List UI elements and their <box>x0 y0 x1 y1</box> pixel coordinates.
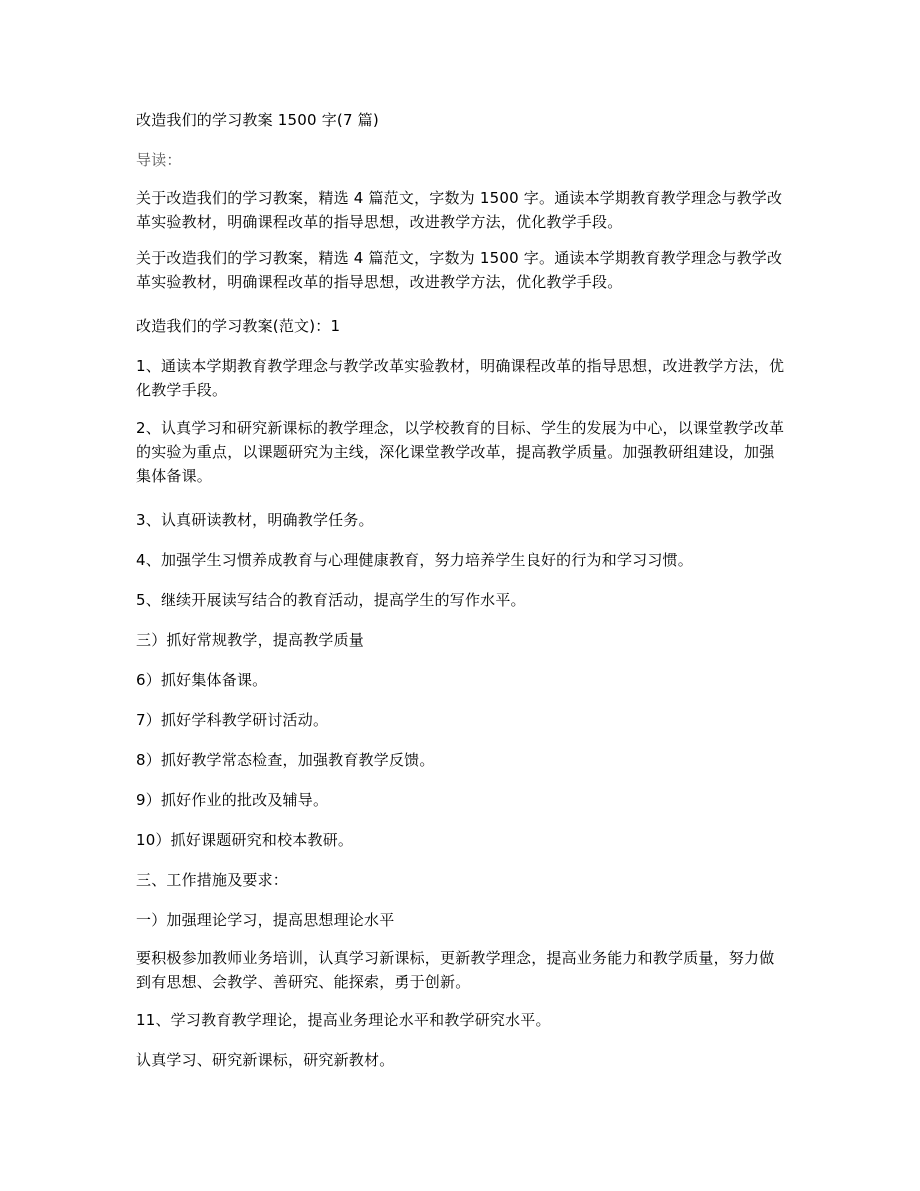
intro-paragraph-repeat: 关于改造我们的学习教案，精选 4 篇范文，字数为 1500 字。通读本学期教育教学理念与教学改革实验教材，明确课程改革的指导思想，改进教学方法，优化教学手段。 <box>136 249 783 291</box>
list-item: 8）抓好教学常态检查，加强教育教学反馈。 <box>136 751 435 769</box>
section-heading: 改造我们的学习教案(范文)：1 <box>136 317 341 335</box>
subsection-heading: 一）加强理论学习，提高思想理论水平 <box>136 911 395 929</box>
list-item: 1、通读本学期教育教学理念与教学改革实验教材，明确课程改革的指导思想，改进教学方法，优化教学手段。 <box>136 357 785 399</box>
list-item: 7）抓好学科教学研讨活动。 <box>136 711 329 729</box>
list-item: 11、学习教育教学理论，提高业务理论水平和教学研究水平。 <box>136 1011 551 1029</box>
lead-label: 导读： <box>136 151 182 169</box>
body-paragraph: 要积极参加教师业务培训，认真学习新课标，更新教学理念，提高业务能力和教学质量，努力做到有思想、会教学、善研究、能探索，勇于创新。 <box>136 949 775 991</box>
body-paragraph: 认真学习、研究新课标，研究新教材。 <box>136 1051 395 1069</box>
section-heading: 三、工作措施及要求： <box>136 871 289 889</box>
list-item: 10）抓好课题研究和校本教研。 <box>136 831 354 849</box>
document-title: 改造我们的学习教案 1500 字(7 篇) <box>136 111 379 129</box>
list-item: 2、认真学习和研究新课标的教学理念，以学校教育的目标、学生的发展为中心，以课堂教学改革的实验为重点，以课题研究为主线，深化课堂教学改革，提高教学质量。加强教研组建设，加强集体备课。 <box>136 419 785 485</box>
list-item: 6）抓好集体备课。 <box>136 671 268 689</box>
section-heading: 三）抓好常规教学，提高教学质量 <box>136 631 365 649</box>
list-item: 3、认真研读教材，明确教学任务。 <box>136 511 374 529</box>
list-item: 5、继续开展读写结合的教育活动，提高学生的写作水平。 <box>136 591 526 609</box>
list-item: 4、加强学生习惯养成教育与心理健康教育，努力培养学生良好的行为和学习习惯。 <box>136 551 693 569</box>
list-item: 9）抓好作业的批改及辅导。 <box>136 791 329 809</box>
intro-paragraph: 关于改造我们的学习教案，精选 4 篇范文，字数为 1500 字。通读本学期教育教学理念与教学改革实验教材，明确课程改革的指导思想，改进教学方法，优化教学手段。 <box>136 189 783 231</box>
